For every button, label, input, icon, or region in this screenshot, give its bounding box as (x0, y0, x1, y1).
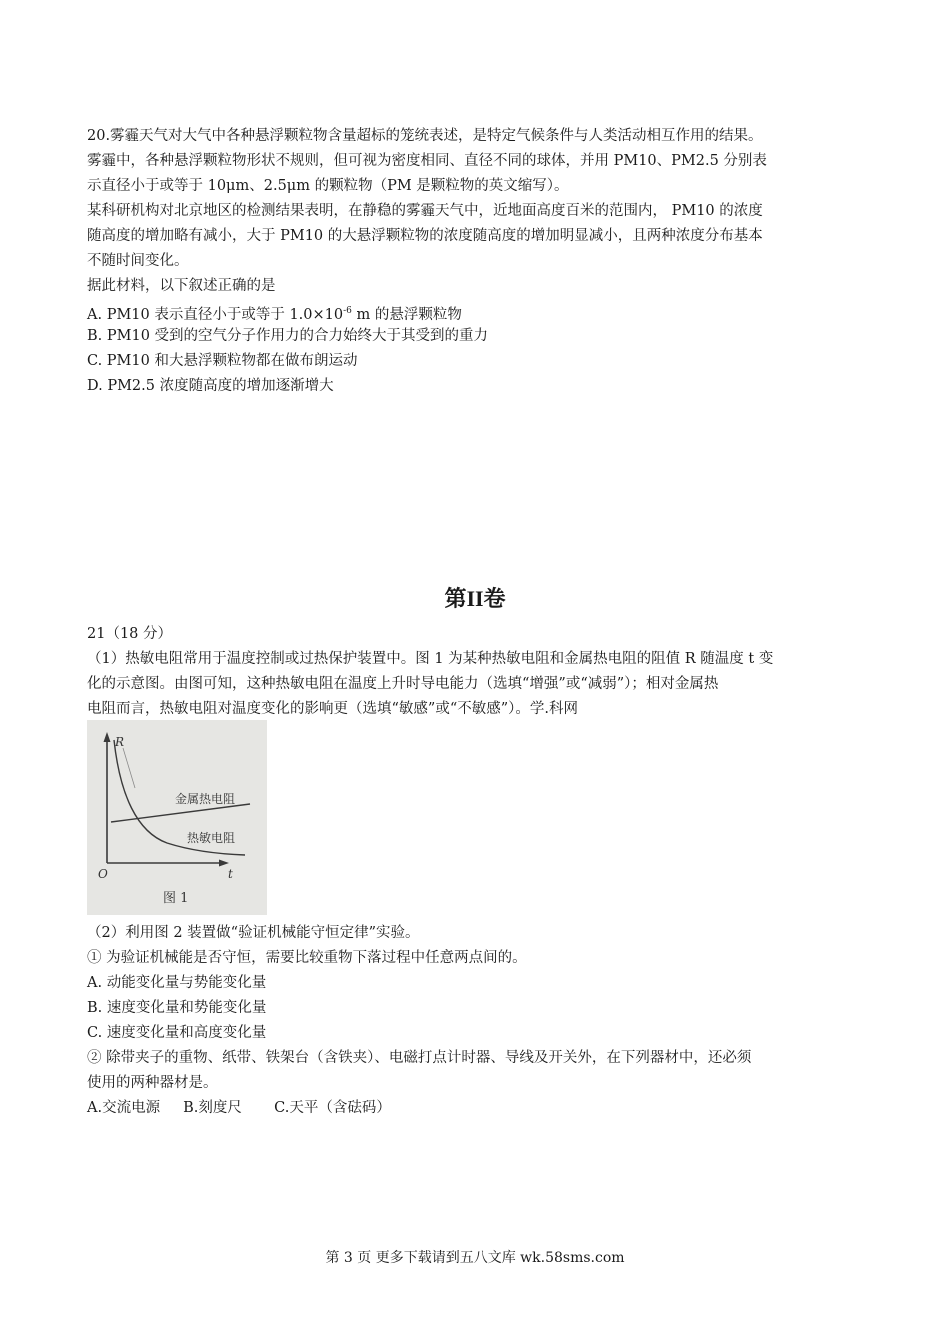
y-axis-label: R (115, 735, 125, 749)
metal-resistor-curve (111, 804, 250, 822)
q20-line-2: 雾霾中，各种悬浮颗粒物形状不规则，但可视为密度相同、直径不同的球体，并用 PM10、PM2.5 分别表 (87, 153, 767, 169)
q21-part1-line-3: 电阻而言，热敏电阻对温度变化的影响更（选填“敏感”或“不敏感”）。学.科网 (87, 701, 579, 717)
q20-option-a-exponent: -6 (343, 306, 352, 316)
figure-1-svg (87, 720, 267, 915)
q20-line-4: 某科研机构对北京地区的检测结果表明，在静稳的雾霾天气中，近地面高度百米的范围内， PM10 的浓度 (87, 203, 763, 219)
q21-option-c: C. 速度变化量和高度变化量 (87, 1025, 267, 1041)
q20-line-7: 据此材料，以下叙述正确的是 (87, 278, 276, 294)
thermistor-label: 热敏电阻 (187, 831, 236, 845)
q21-option-b: B. 速度变化量和势能变化量 (87, 1000, 267, 1016)
q20-option-a-tail: m 的悬浮颗粒物 (351, 306, 462, 323)
q20-option-c: C. PM10 和大悬浮颗粒物都在做布朗运动 (87, 353, 358, 369)
q21-part1-line-1: （1）热敏电阻常用于温度控制或过热保护装置中。图 1 为某种热敏电阻和金属热电阻的阻值 R 随温度 t 变 (87, 651, 774, 667)
stray-mark (123, 748, 135, 788)
q20-line-6: 不随时间变化。 (87, 253, 189, 269)
figure-1-resistance-graph (87, 720, 267, 915)
page-footer: 第 3 页 更多下载请到五八文库 wk.58sms.com (325, 1250, 625, 1266)
origin-label: O (98, 867, 108, 881)
y-axis-arrow (104, 732, 111, 742)
q21-part2-line-1: （2）利用图 2 装置做“验证机械能守恒定律”实验。 (87, 925, 420, 941)
q20-line-5: 随高度的增加略有减小，大于 PM10 的大悬浮颗粒物的浓度随高度的增加明显减小，且两种浓度分布基本 (87, 228, 763, 244)
q20-option-d: D. PM2.5 浓度随高度的增加逐渐增大 (87, 378, 334, 394)
q20-line-3: 示直径小于或等于 10μm、2.5μm 的颗粒物（PM 是颗粒物的英文缩写）。 (87, 178, 569, 194)
q21-part1-line-2: 化的示意图。由图可知，这种热敏电阻在温度上升时导电能力（选填“增强”或“减弱”）；相对金属热 (87, 676, 719, 692)
q21-part2-line-2: ① 为验证机械能是否守恒，需要比较重物下落过程中任意两点间的。 (87, 950, 527, 966)
metal-resistor-label: 金属热电阻 (175, 792, 236, 806)
q20-line-1: 20.雾霾天气对大气中各种悬浮颗粒物含量超标的笼统表述，是特定气候条件与人类活动相互作用的结果。 (87, 128, 763, 144)
q20-option-b: B. PM10 受到的空气分子作用力的合力始终大于其受到的重力 (87, 328, 489, 344)
q21-option-a: A. 动能变化量与势能变化量 (87, 975, 267, 991)
x-axis-label: t (228, 867, 233, 881)
q20-option-a-text: A. PM10 表示直径小于或等于 1.0×10 (87, 306, 344, 323)
figure-caption: 图 1 (163, 891, 189, 906)
q21-part2-line-3: ② 除带夹子的重物、纸带、铁架台（含铁夹）、电磁打点计时器、导线及开关外，在下列器材中，还必须 (87, 1050, 752, 1066)
q21-header: 21（18 分） (87, 626, 173, 642)
x-axis-arrow (219, 860, 229, 867)
q21-part2-line-4: 使用的两种器材是。 (87, 1075, 218, 1091)
q21-equipment-options: A.交流电源 B.刻度尺 C.天平（含砝码） (87, 1100, 391, 1116)
section-title: 第II卷 (444, 586, 506, 611)
